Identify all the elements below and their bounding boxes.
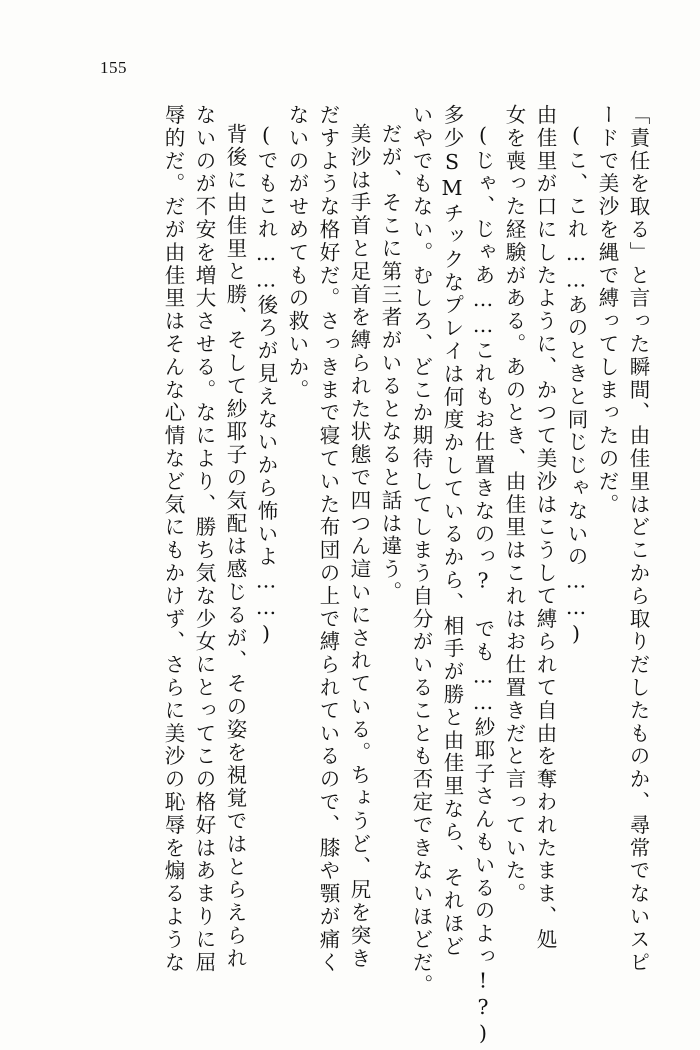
page-number: 155	[100, 58, 127, 77]
text-line: (でもこれ……後ろが見えないから怖いよ……)	[254, 123, 278, 648]
text-line: 「責任を取る」と言った瞬間、由佳里はどこから取りだしたものか、尋常でないスピ	[626, 104, 650, 975]
text-line: 由佳里が口にしたように、かつて美沙はこうして縛られて自由を奪われたまま、処	[533, 104, 557, 952]
text-line: 女を喪った経験がある。あのとき、由佳里はこれはお仕置きだと言っていた。	[502, 104, 526, 906]
text-line: 辱的だ。だが由佳里はそんな心情など気にもかけず、さらに美沙の恥辱を煽るような	[161, 104, 185, 975]
text-line: 美沙は手首と足首を縛られた状態で四つん這いにされている。ちょうど、尻を突き	[347, 123, 371, 971]
text-line: 背後に由佳里と勝、そして紗耶子の気配は感じるが、その姿を視覚ではとらえられ	[223, 123, 247, 971]
text-line: (じゃ、じゃあ……これもお仕置きなのっ? でも……紗耶子さんもいるのよっ!?)	[471, 123, 495, 1048]
text-line: (こ、これ……あのときと同じじゃないの……)	[564, 123, 588, 648]
text-line: ないのがせめてもの救いか。	[285, 104, 309, 402]
vertical-text-body	[152, 104, 650, 1048]
text-line: ードで美沙を縄で縛ってしまったのだ。	[595, 104, 619, 517]
text-line: だすような格好だ。さっきまで寝ていた布団の上で縛られているので、膝や顎が痛く	[316, 104, 340, 975]
text-line: ないのが不安を増大させる。なにより、勝ち気な少女にとってこの格好はあまりに屈	[192, 104, 216, 975]
text-line: いやでもない。むしろ、どこか期待してしまう自分がいることも否定できないほどだ。	[409, 104, 433, 998]
text-line: だが、そこに第三者がいるとなると話は違う。	[378, 123, 402, 604]
text-line: 多少SMチックなプレイは何度かしているから、相手が勝と由佳里なら、それほど	[440, 104, 464, 959]
